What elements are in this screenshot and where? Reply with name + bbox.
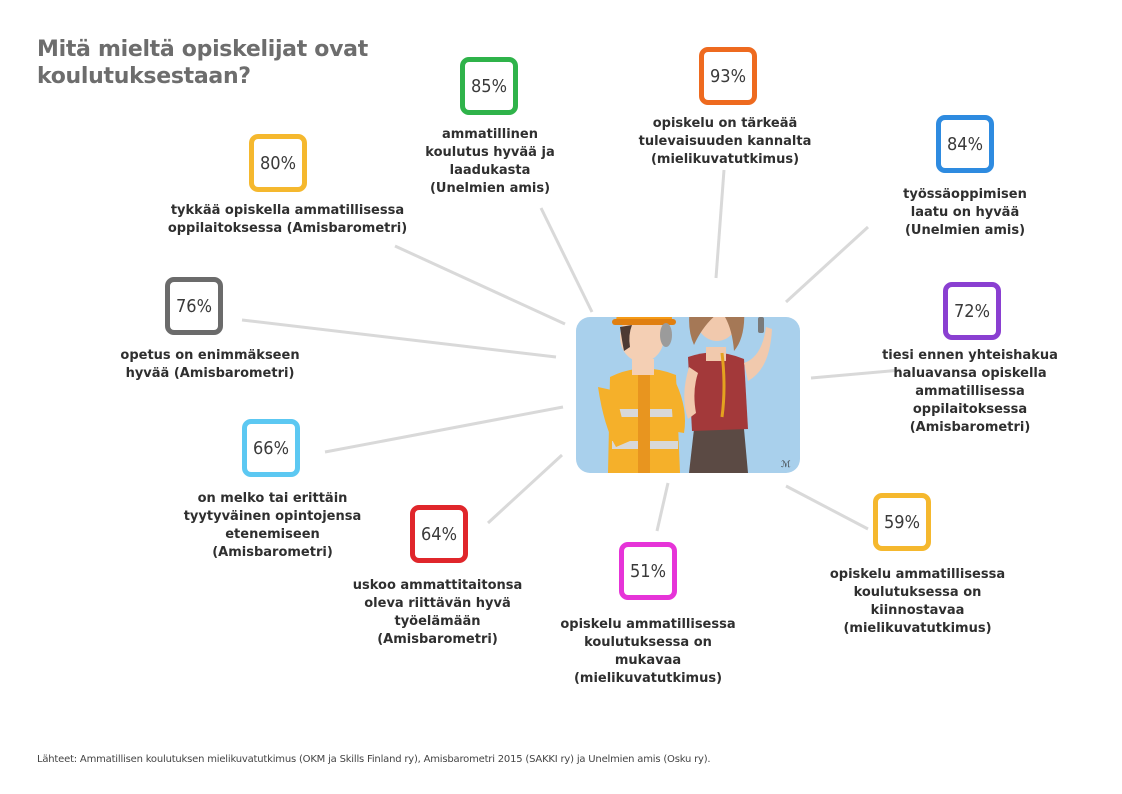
connector-line bbox=[325, 407, 563, 452]
connector-line bbox=[395, 246, 565, 324]
percent-box-76: 76% bbox=[165, 277, 223, 335]
item-label: on melko tai erittäin tyytyväinen opintojensa etenemiseen (Amisbarometri) bbox=[183, 491, 362, 560]
percent-box-66: 66% bbox=[242, 419, 300, 477]
percent-box-80: 80% bbox=[249, 134, 307, 192]
connector-line bbox=[786, 486, 868, 529]
percent-box-84: 84% bbox=[936, 115, 994, 173]
item-label: tiesi ennen yhteishakua haluavansa opiskella ammatillisessa oppilaitoksessa (Amisbarometri) bbox=[882, 348, 1058, 435]
svg-text:ℳ: ℳ bbox=[781, 460, 791, 470]
percent-box-85: 85% bbox=[460, 57, 518, 115]
source-note: Lähteet: Ammatillisen koulutuksen mielikuvatutkimus (OKM ja Skills Finland ry), Amisbarometri 2015 (SAKKI ry) ja Unelmien amis (Osku ry). bbox=[37, 754, 711, 765]
item-label: uskoo ammattitaitonsa oleva riittävän hyvä työelämään (Amisbarometri) bbox=[352, 578, 523, 647]
connector-line bbox=[541, 208, 592, 312]
percent-box-64: 64% bbox=[410, 505, 468, 563]
item-label: opiskelu on tärkeää tulevaisuuden kannalta (mielikuvatutkimus) bbox=[638, 116, 812, 167]
connector-line bbox=[716, 170, 724, 278]
students-illustration bbox=[576, 317, 800, 473]
item-label: opetus on enimmäkseen hyvää (Amisbarometri) bbox=[120, 348, 300, 381]
student-figure-right bbox=[684, 317, 772, 473]
student-figure-left bbox=[598, 317, 685, 473]
page-title: Mitä mieltä opiskelijat ovat koulutuksestaan? bbox=[37, 37, 368, 89]
connector-line bbox=[786, 227, 868, 302]
percent-box-72: 72% bbox=[943, 282, 1001, 340]
item-label: opiskelu ammatillisessa koulutuksessa on kiinnostavaa (mielikuvatutkimus) bbox=[829, 567, 1006, 636]
percent-box-59: 59% bbox=[873, 493, 931, 551]
connector-line bbox=[488, 455, 562, 523]
connector-line bbox=[657, 483, 668, 531]
item-label: työssäoppimisen laatu on hyvää (Unelmien amis) bbox=[903, 187, 1027, 238]
item-label: tykkää opiskella ammatillisessa oppilaitoksessa (Amisbarometri) bbox=[167, 203, 408, 236]
percent-box-93: 93% bbox=[699, 47, 757, 105]
percent-box-51: 51% bbox=[619, 542, 677, 600]
item-label: opiskelu ammatillisessa koulutuksessa on mukavaa (mielikuvatutkimus) bbox=[560, 617, 736, 686]
item-label: ammatillinen koulutus hyvää ja laadukasta (Unelmien amis) bbox=[425, 127, 555, 196]
